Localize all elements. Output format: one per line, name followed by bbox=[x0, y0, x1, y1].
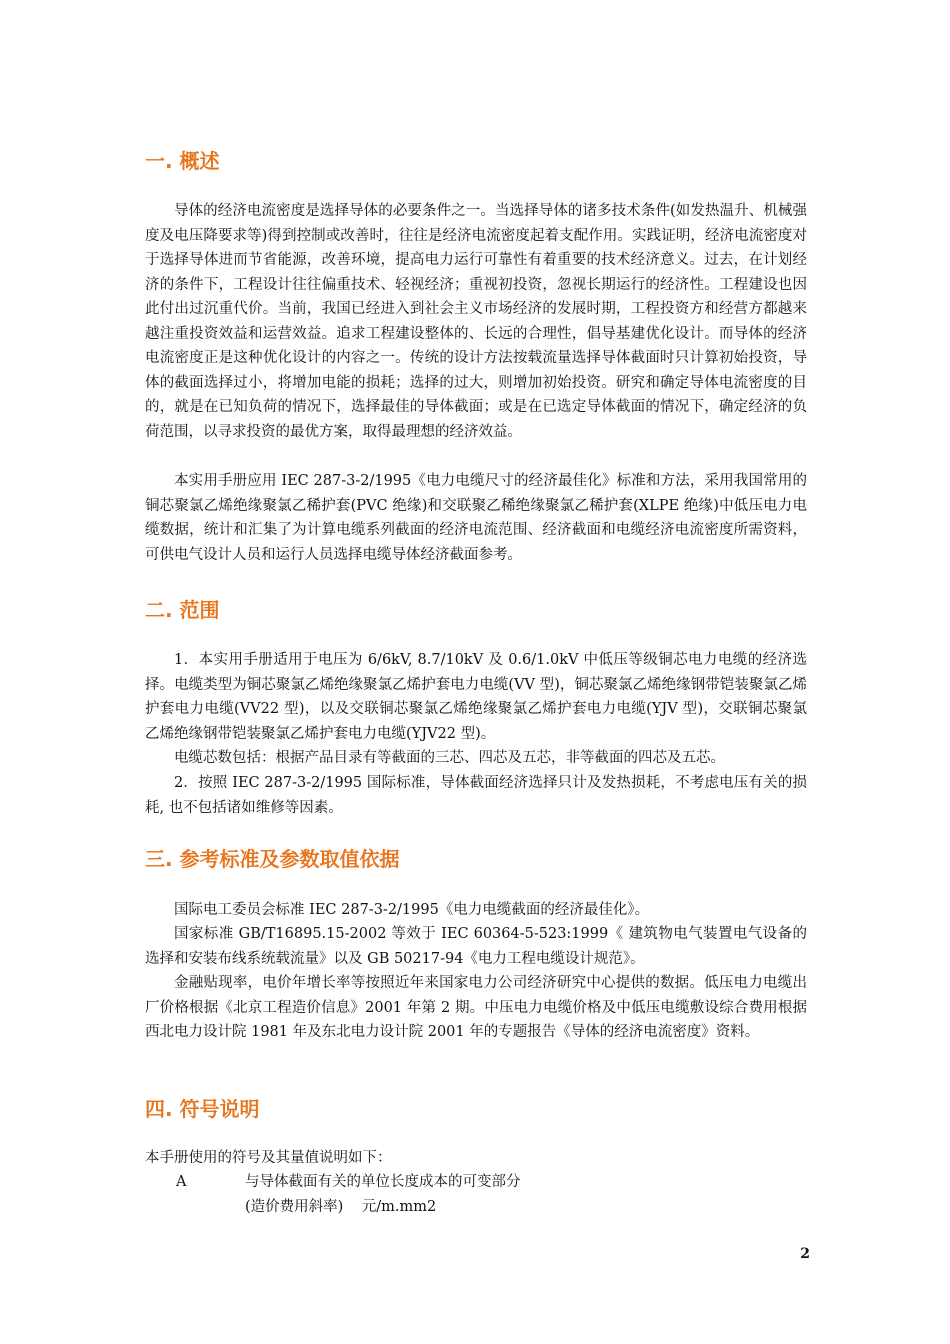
symbol-a: A bbox=[176, 1174, 187, 1190]
scope-paragraph-1: 1．本实用手册适用于电压为 6/6kV, 8.7/10kV 及 0.6/1.0kV 中低压等级铜芯电力电缆的经济选择。电缆类型为铜芯聚氯乙烯绝缘聚氯乙烯护套电力电缆(VV 型)，铜芯聚氯乙烯绝缘钢带铠装聚氯乙烯护套电力电缆(VV22 型)，以及交联铜芯聚氯乙烯绝缘聚氯乙烯护套电力电缆(YJV 型)，交联铜芯聚氯乙烯绝缘钢带铠装聚氯乙烯护套电力电缆(YJV22 型)。 bbox=[145, 652, 807, 742]
section-heading-scope: 二. 范围 bbox=[145, 598, 220, 622]
scope-paragraph-3: 2．按照 IEC 287-3-2/1995 国际标准，导体截面经济选择只计及发热损耗，不考虑电压有关的损耗, 也不包括诸如维修等因素。 bbox=[145, 775, 807, 816]
references-paragraph-2: 国家标准 GB/T16895.15-2002 等效于 IEC 60364-5-523:1999《 建筑物电气装置电气设备的选择和安装布线系统载流量》以及 GB 50217-94《电力工程电缆设计规范》。 bbox=[145, 926, 807, 967]
symbol-a-note: (造价费用斜率) 元/m.mm2 bbox=[245, 1199, 437, 1215]
section-heading-overview: 一. 概述 bbox=[145, 149, 220, 173]
section-heading-symbols: 四. 符号说明 bbox=[145, 1097, 260, 1121]
section-heading-references: 三. 参考标准及参数取值依据 bbox=[145, 847, 400, 871]
scope-paragraph-2: 电缆芯数包括：根据产品目录有等截面的三芯、四芯及五芯，非等截面的四芯及五芯。 bbox=[174, 750, 725, 766]
references-paragraph-1: 国际电工委员会标准 IEC 287-3-2/1995《电力电缆截面的经济最佳化》。 bbox=[174, 902, 650, 918]
overview-paragraph-1: 导体的经济电流密度是选择导体的必要条件之一。当选择导体的诸多技术条件(如发热温升、机械强度及电压降要求等)得到控制或改善时，往往是经济电流密度起着支配作用。实践证明，经济电流密度对于选择导体进而节省能源，改善环境，提高电力运行可靠性有着重要的技术经济意义。过去，在计划经济的条件下，工程设计往往偏重技术、轻视经济；重视初投资，忽视长期运行的经济性。工程建设也因此付出过沉重代价。当前，我国已经进入到社会主义市场经济的发展时期，工程投资方和经营方都越来越注重投资效益和运营效益。追求工程建设整体的、长远的合理性，倡导基建优化设计。而导体的经济电流密度正是这种优化设计的内容之一。传统的设计方法按载流量选择导体截面时只计算初始投资，导体的截面选择过小，将增加电能的损耗；选择的过大，则增加初始投资。研究和确定导体电流密度的目的，就是在已知负荷的情况下，选择最佳的导体截面；或是在已选定导体截面的情况下，确定经济的负荷范围，以寻求投资的最优方案，取得最理想的经济效益。 bbox=[145, 203, 807, 440]
symbol-a-description: 与导体截面有关的单位长度成本的可变部分 bbox=[245, 1174, 521, 1190]
references-paragraph-3: 金融贴现率，电价年增长率等按照近年来国家电力公司经济研究中心提供的数据。低压电力电缆出厂价格根据《北京工程造价信息》2001 年第 2 期。中压电力电缆价格及中低压电缆敷设综合费用根据西北电力设计院 1981 年及东北电力设计院 2001 年的专题报告《导体的经济电流密度》资料。 bbox=[145, 975, 807, 1040]
symbols-intro: 本手册使用的符号及其量值说明如下： bbox=[145, 1150, 392, 1166]
overview-paragraph-2: 本实用手册应用 IEC 287-3-2/1995《电力电缆尺寸的经济最佳化》标准和方法，采用我国常用的铜芯聚氯乙烯绝缘聚氯乙稀护套(PVC 绝缘)和交联聚乙稀绝缘聚氯乙稀护套(XLPE 绝缘)中低压电力电缆数据，统计和汇集了为计算电缆系列截面的经济电流范围、经济截面和电缆经济电流密度所需资料，可供电气设计人员和运行人员选择电缆导体经济截面参考。 bbox=[145, 473, 807, 563]
page-number: 2 bbox=[800, 1246, 810, 1262]
